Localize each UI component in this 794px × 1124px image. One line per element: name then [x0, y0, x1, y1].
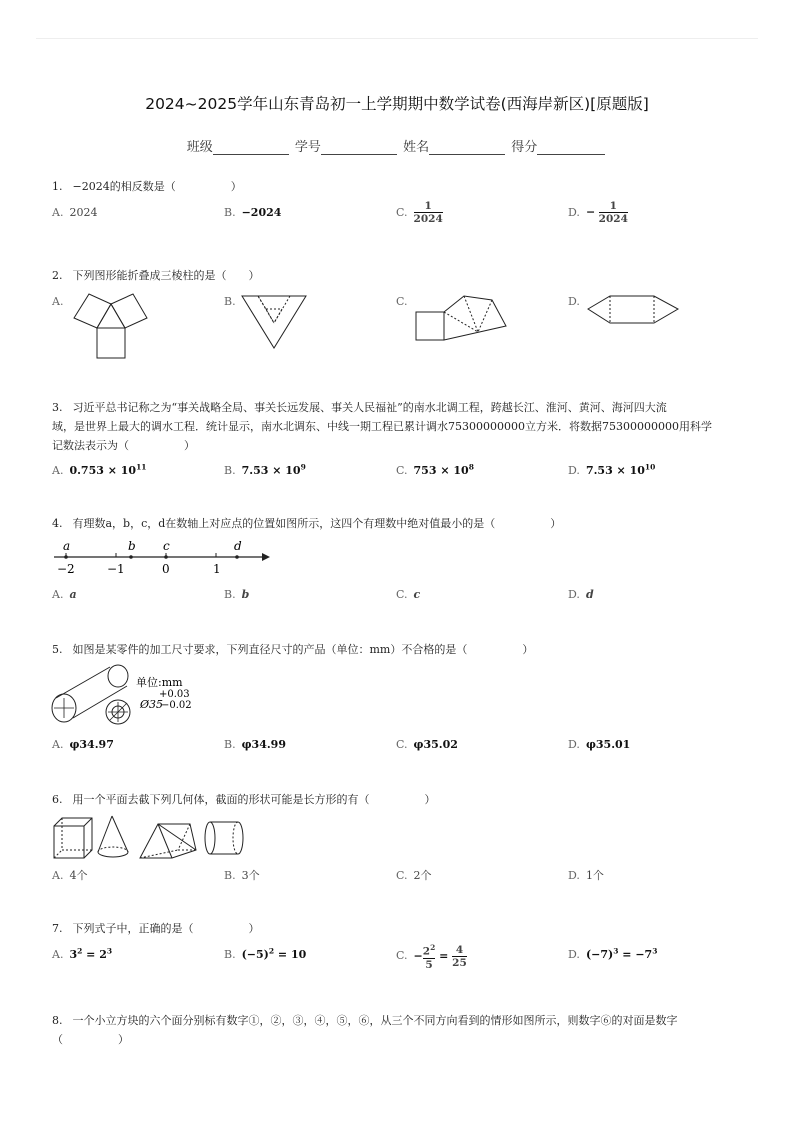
q2-option-c[interactable]: C.	[396, 295, 408, 308]
q3-option-b[interactable]: B. $7.53 \times 10^9$	[224, 462, 306, 477]
point-d	[235, 555, 239, 559]
q4-option-c[interactable]: C. c	[396, 588, 421, 601]
point-a	[64, 555, 68, 559]
tick-minus-2: −2	[57, 562, 75, 576]
solids-figure	[50, 812, 250, 862]
question-8-stem-line1: 一个小立方块的六个面分别标有数字①，②，③，④，⑤，⑥，从三个不同方向看到的情形如图所示，则数字⑥的对面是数字	[72, 1014, 678, 1027]
q7-option-d[interactable]: D. $(-7)^3 = -7^3$	[568, 946, 658, 961]
question-1: 1. −2024的相反数是（ ）	[52, 180, 242, 193]
q1-option-a[interactable]: A. 2024	[52, 206, 98, 219]
label-b: b	[128, 539, 136, 553]
q2-net-c-figure	[414, 292, 510, 344]
q6-option-b[interactable]: B. 3个	[224, 869, 260, 882]
q5-option-a[interactable]: A. φ34.97	[52, 738, 114, 751]
question-4-stem: 有理数a，b，c，d在数轴上对应点的位置如图所示，这四个有理数中绝对值最小的是（ ）	[72, 517, 562, 530]
student-id-label: 学号	[294, 140, 321, 155]
question-6-stem: 用一个平面去截下列几何体，截面的形状可能是长方形的有（ ）	[72, 793, 436, 806]
q2-net-a-figure	[70, 290, 170, 362]
q2-net-d-figure	[586, 292, 682, 328]
question-1-stem: −2024的相反数是（ ）	[72, 180, 242, 193]
question-7-stem: 下列式子中，正确的是（ ）	[72, 922, 260, 935]
q3-option-d[interactable]: D. $7.53 \times 10^{10}$	[568, 462, 656, 477]
q3-option-c[interactable]: C. $753 \times 10^8$	[396, 462, 474, 477]
page-title: 2024~2025学年山东青岛初一上学期期中数学试卷(西海岸新区)[原题版]	[145, 95, 649, 113]
q3-option-a[interactable]: A. $0.753 \times 10^{11}$	[52, 462, 147, 477]
name-blank[interactable]	[429, 140, 505, 155]
label-a: a	[63, 539, 71, 553]
question-5: 5. 如图是某零件的加工尺寸要求，下列直径尺寸的产品（单位：mm）不合格的是（ ）	[52, 643, 534, 656]
question-3-stem-line3: 记数法表示为（ ）	[52, 439, 195, 452]
student-info-row	[0, 136, 794, 155]
q6-option-a[interactable]: A. 4个	[52, 869, 88, 882]
question-3-stem-line2: 域，是世界上最大的调水工程．统计显示，南水北调东、中线一期工程已累计调水75300000000立方米．将数据75300000000用科学	[52, 420, 712, 433]
q5-option-d[interactable]: D. φ35.01	[568, 738, 631, 751]
score-label: 得分	[511, 140, 538, 155]
question-8-stem-line2: （ ）	[52, 1033, 129, 1046]
number-line-figure	[50, 538, 272, 578]
q2-net-b-figure	[240, 290, 310, 352]
nominal-diameter: Ø35	[140, 698, 164, 711]
question-5-stem: 如图是某零件的加工尺寸要求，下列直径尺寸的产品（单位：mm）不合格的是（ ）	[72, 643, 534, 656]
q7-option-a[interactable]: A. $3^2 = 2^3$	[52, 946, 113, 961]
name-label: 姓名	[403, 140, 430, 155]
number-line-arrow	[262, 553, 270, 561]
label-c: c	[163, 539, 170, 553]
q7-option-b[interactable]: B. $(-5)^2 = 10$	[224, 946, 307, 961]
question-6: 6. 用一个平面去截下列几何体，截面的形状可能是长方形的有（ ）	[52, 793, 436, 806]
question-7: 7. 下列式子中，正确的是（ ）	[52, 922, 260, 935]
score-blank[interactable]	[537, 140, 605, 155]
q5-option-c[interactable]: C. φ35.02	[396, 738, 458, 751]
question-3: 3. 习近平总书记称之为“事关战略全局、事关长远发展、事关人民福祉”的南水北调工程，跨越长江、淮河、黄河、海河四大流 域，是世界上最大的调水工程．统计显示，南水北调东、中线一期工程已累计调水75300000000立方米．将数据75300000000用科学 记数法表示为（ ）	[52, 398, 752, 455]
cube-front	[54, 826, 84, 858]
q6-option-d[interactable]: D. 1个	[568, 869, 604, 882]
upper-tolerance: +0.03	[159, 689, 190, 700]
student-id-blank[interactable]	[321, 140, 397, 155]
question-2-stem: 下列图形能折叠成三棱柱的是（ ）	[72, 269, 260, 282]
tick-minus-1: −1	[107, 562, 125, 576]
q5-option-b[interactable]: B. φ34.99	[224, 738, 286, 751]
part-dimension-figure	[48, 662, 208, 728]
question-2: 2. 下列图形能折叠成三棱柱的是（ ）	[52, 269, 260, 282]
point-b	[129, 555, 133, 559]
tick-0: 0	[162, 562, 170, 576]
class-blank[interactable]	[213, 140, 289, 155]
q4-option-d[interactable]: D. d	[568, 588, 594, 601]
label-d: d	[234, 539, 242, 553]
question-8: 8. 一个小立方块的六个面分别标有数字①，②，③，④，⑤，⑥，从三个不同方向看到的情形如图所示，则数字⑥的对面是数字 （ ）	[52, 1011, 752, 1049]
q7-option-c[interactable]: C. − $\frac{2^2}{5}$ = $\frac{4}{25}$	[396, 943, 467, 971]
lower-tolerance: −0.02	[161, 700, 192, 711]
q1-option-c[interactable]: C. $\frac{1}{2024}$	[396, 200, 443, 225]
question-4: 4. 有理数a，b，c，d在数轴上对应点的位置如图所示，这四个有理数中绝对值最小的是（ ）	[52, 517, 562, 530]
class-label: 班级	[186, 140, 213, 155]
cone	[98, 816, 128, 857]
q4-option-b[interactable]: B. b	[224, 588, 250, 601]
unit-label: 单位:mm	[136, 676, 183, 689]
q4-option-a[interactable]: A. a	[52, 588, 77, 601]
q2-option-d[interactable]: D.	[568, 295, 580, 308]
q6-option-c[interactable]: C. 2个	[396, 869, 432, 882]
question-3-stem-line1: 习近平总书记称之为“事关战略全局、事关长远发展、事关人民福祉”的南水北调工程，跨越长江、淮河、黄河、海河四大流	[72, 401, 667, 414]
point-c	[164, 555, 168, 559]
q1-option-d[interactable]: D. − $\frac{1}{2024}$	[568, 200, 628, 225]
q2-option-b[interactable]: B.	[224, 295, 236, 308]
tick-1: 1	[213, 562, 221, 576]
cylinder	[205, 822, 243, 854]
top-divider	[36, 38, 758, 39]
q2-option-a[interactable]: A.	[52, 295, 64, 308]
q1-option-b[interactable]: B. −2024	[224, 206, 282, 219]
